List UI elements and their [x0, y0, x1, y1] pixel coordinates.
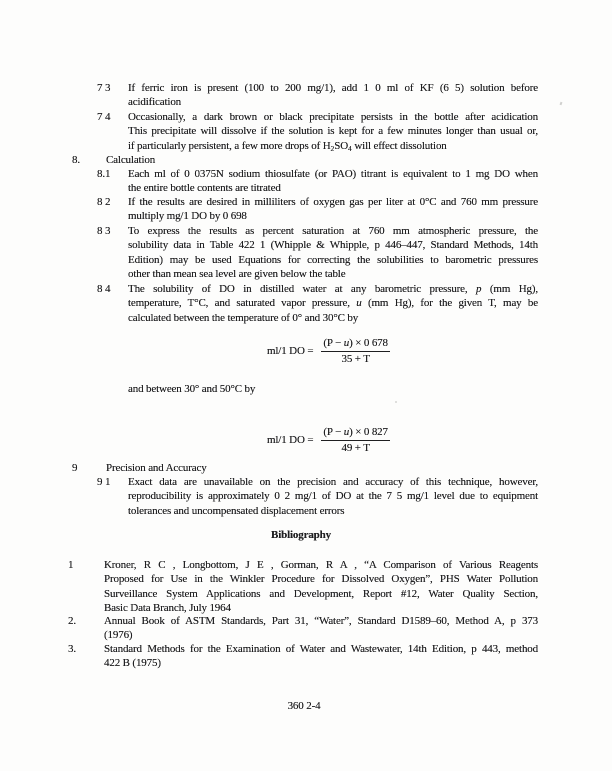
item-text-8-2: [128, 195, 538, 224]
text-line: Annual Book of ASTM Standards, Part 31, “Water”, Standard D1589–60, Method A, p 373: [104, 615, 538, 627]
item-number-8-2: 8 2: [97, 196, 111, 208]
text-segment: (P −: [323, 426, 344, 438]
text-line: Edition) may be used Equations for correcting the solubilities to barometric pressures: [128, 253, 538, 266]
text-line: multiply mg/1 DO by 0 698: [128, 210, 247, 223]
text-segment: (mm Hg), for the given T, may be: [361, 297, 538, 310]
variable-u: u: [356, 297, 362, 310]
formula-lhs: ml/1 DO =: [267, 434, 314, 447]
item-number-7-3: 7 3: [97, 82, 111, 94]
fraction: [321, 426, 389, 455]
text-line: Precision and Accuracy: [106, 462, 207, 474]
formula-do-30-to-50: [267, 426, 390, 455]
scan-speck: [395, 401, 397, 403]
text-line: Basic Data Branch, July 1964: [104, 601, 231, 614]
section-number-8: 8.: [72, 154, 80, 166]
formula-do-0-to-30: [267, 337, 390, 366]
variable-u: u: [343, 426, 350, 438]
item-number-8-1: 8.1: [97, 168, 111, 180]
text-line: [128, 139, 538, 153]
text-line: Kroner, R C , Longbottom, J E , Gorman, R A , “A Comparison of Various Reagents: [104, 559, 538, 571]
fraction-denominator: 35 + T: [341, 353, 370, 365]
text-line: solubility data in Table 422 1 (Whipple & Whipple, p 446–447, Standard Methods, 14th: [128, 239, 538, 252]
text-segment: (P −: [323, 337, 344, 349]
item-text-8-3: [128, 224, 538, 281]
text-segment: SO: [334, 139, 349, 152]
section-title-9: [106, 461, 536, 475]
bib-number-2: 2.: [68, 615, 76, 627]
text-segment: temperature, T°C, and saturated vapor pressure,: [128, 297, 357, 310]
item-number-9-1: 9 1: [97, 476, 111, 488]
scan-speck: [560, 102, 563, 106]
bib-number-1: 1: [68, 559, 74, 571]
fraction-denominator: 49 + T: [341, 442, 370, 454]
text-line: 422 B (1975): [104, 657, 161, 670]
text-line: Occasionally, a dark brown or black precipitate persists in the bottle after acidication: [128, 111, 538, 123]
text-line: Each ml of 0 0375N sodium thiosulfate (or PAO) titrant is equivalent to 1 mg DO when: [128, 168, 538, 180]
text-line: Proposed for Use in the Winkler Procedure for Dissolved Oxygen”, PHS Water Pollution: [104, 573, 538, 586]
text-line: calculated between the temperature of 0° and 30°C by: [128, 311, 359, 324]
fraction-numerator: [321, 426, 389, 441]
text-line: Calculation: [106, 154, 156, 166]
text-segment: if particularly persistent, a few more drops of H: [128, 139, 331, 152]
bib-text-1: [104, 558, 538, 615]
text-line: If the results are desired in milliliters of oxygen gas per liter at 0°C and 760 mm pressure: [128, 196, 538, 208]
text-segment: The solubility of DO in distilled water at any barometric pressure,: [128, 283, 477, 295]
text-line: reproducibility is approximately 0 2 mg/1 of DO at the 7 5 mg/1 level due to equipment: [128, 490, 538, 503]
item-text-7-4: [128, 110, 538, 153]
variable-p: p: [476, 283, 482, 295]
text-line: If ferric iron is present (100 to 200 mg/1), add 1 0 ml of KF (6 5) solution before: [128, 82, 538, 94]
bibliography-heading: Bibliography: [271, 529, 331, 541]
text-line: other than mean sea level are given below the table: [128, 267, 346, 280]
fraction-numerator: [321, 337, 389, 352]
text-line: To express the results as percent saturation at 760 mm atmospheric pressure, the: [128, 225, 538, 237]
subscript-2: 2: [330, 143, 335, 153]
text-line: [128, 282, 538, 296]
text-line: and between 30° and 50°C by: [128, 383, 256, 395]
text-line: (1976): [104, 629, 133, 642]
text-line: This precipitate will dissolve if the solution is kept for a few minutes longer than usual or,: [128, 125, 538, 138]
formula-lhs: ml/1 DO =: [267, 345, 314, 358]
subscript-4: 4: [348, 143, 352, 153]
section-number-9: 9: [72, 462, 78, 474]
item-text-8-4: [128, 282, 538, 325]
item-number-8-4: 8 4: [97, 283, 111, 295]
text-line: Surveillance System Applications and Development, Report #12, Water Quality Section,: [104, 587, 538, 600]
text-line: Standard Methods for the Examination of Water and Wastewater, 14th Edition, p 443, method: [104, 643, 538, 655]
fraction: [321, 337, 389, 366]
text-segment: ) × 0 678: [349, 337, 388, 349]
text-segment: (mm Hg),: [481, 283, 538, 295]
item-number-7-4: 7 4: [97, 111, 111, 123]
text-line: Exact data are unavailable on the precision and accuracy of this technique, however,: [128, 476, 538, 488]
text-segment: ) × 0 827: [349, 426, 388, 438]
item-number-8-3: 8 3: [97, 225, 111, 237]
bib-number-3: 3.: [68, 643, 76, 655]
bib-text-2: [104, 614, 538, 643]
item-text-9-1: [128, 475, 538, 518]
connector-text-inner: [128, 382, 538, 396]
item-text-7-3: [128, 81, 538, 110]
text-line: acidification: [128, 96, 182, 109]
text-segment: will effect dissolution: [351, 139, 447, 152]
text-line: [128, 296, 538, 310]
item-text-8-1: [128, 167, 538, 196]
text-line: the entire bottle contents are titrated: [128, 182, 281, 195]
variable-u: u: [343, 337, 350, 349]
bib-text-3: [104, 642, 538, 671]
page-number: 360 2-4: [287, 700, 321, 712]
text-line: tolerances and uncompensated displacement errors: [128, 504, 345, 517]
section-title-8: [106, 153, 536, 167]
